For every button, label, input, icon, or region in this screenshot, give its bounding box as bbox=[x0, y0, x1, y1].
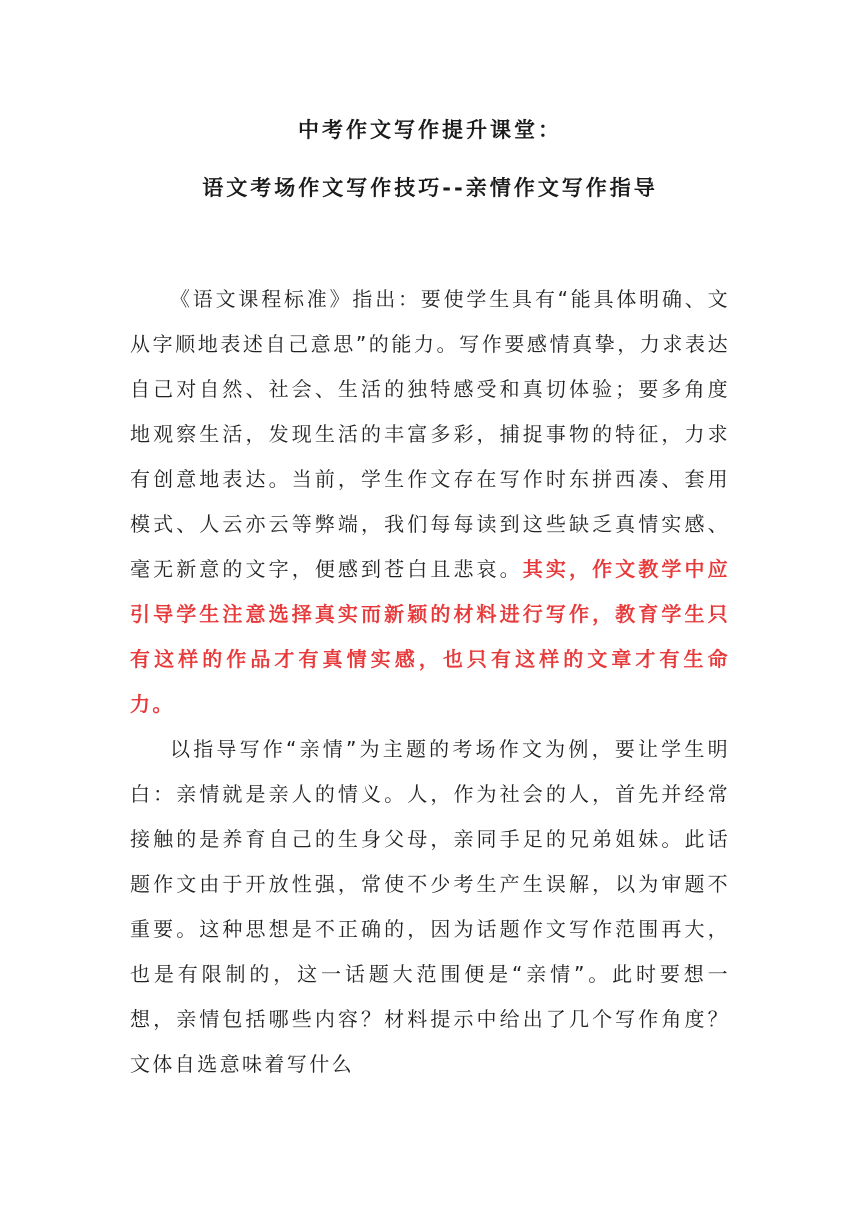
paragraph-1-emphasis: 其实，作文教学中应引导学生注意选择真实而新颖的材料进行写作，教育学生只有这样的作品才有真情实感，也只有这样的文章才有生命力。 bbox=[130, 557, 730, 716]
paragraph-2: 以指导写作“亲情”为主题的考场作文为例，要让学生明白：亲情就是亲人的情义。人，作为社会的人，首先并经常接触的是养育自己的生身父母，亲同手足的兄弟姐妹。此话题作文由于开放性强，常使不少考生产生误解，以为审题不重要。这种思想是不正确的，因为话题作文写作范围再大，也是有限制的，这一话题大范围便是“亲情”。此时要想一想，亲情包括哪些内容？材料提示中给出了几个写作角度？文体自选意味着写什么 bbox=[130, 737, 730, 1076]
document-subtitle: 语文考场作文写作技巧--亲情作文写作指导 bbox=[202, 176, 658, 200]
document-body bbox=[130, 277, 730, 1087]
paragraph-1-text: 《语文课程标准》指出：要使学生具有“能具体明确、文从字顺地表述自己意思”的能力。写作要感情真挚，力求表达自己对自然、社会、生活的独特感受和真切体验；要多角度地观察生活，发现生活的丰富多彩，捕捉事物的特征，力求有创意地表达。当前，学生作文存在写作时东拼西凑、套用模式、人云亦云等弊端，我们每每读到这些缺乏真情实感、毫无新意的文字，便感到苍白且悲哀。 bbox=[130, 287, 730, 581]
document-title: 中考作文写作提升课堂： bbox=[298, 118, 562, 142]
paragraph-1 bbox=[130, 277, 730, 727]
